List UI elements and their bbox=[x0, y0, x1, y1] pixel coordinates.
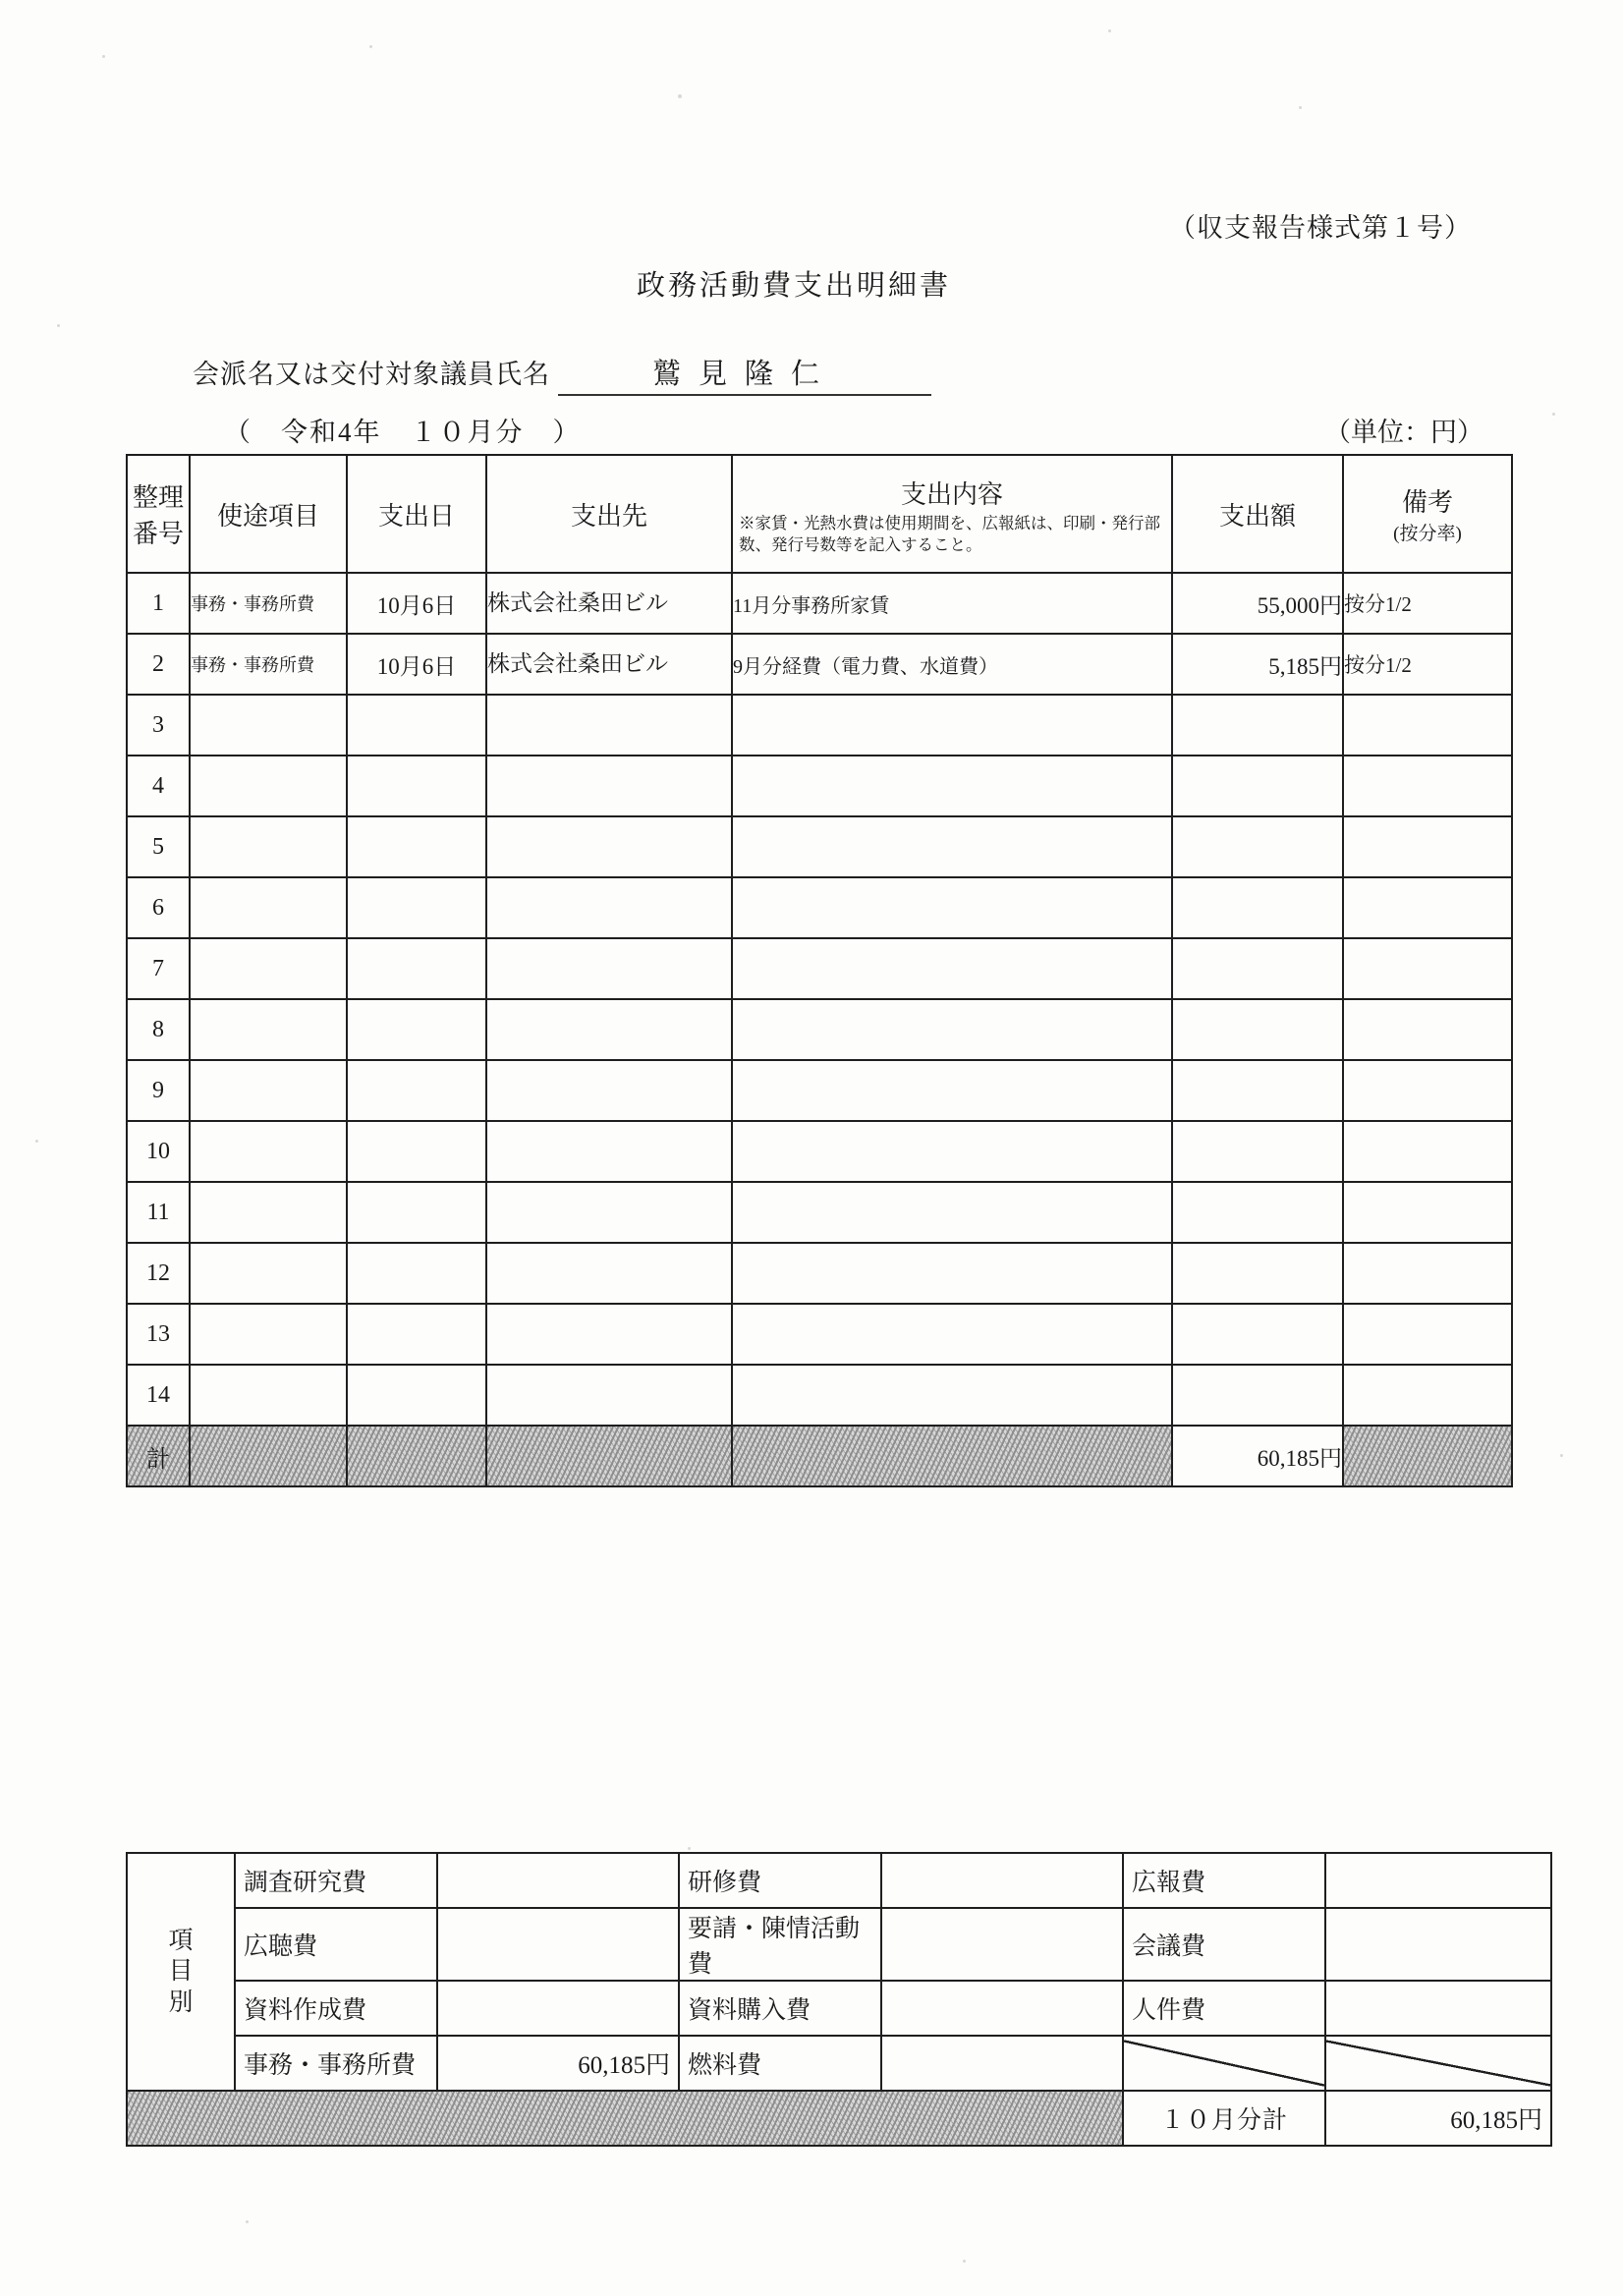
summary-label-materials-purchase: 資料購入費 bbox=[679, 1981, 881, 2036]
table-row bbox=[127, 1121, 1512, 1182]
row-amount: 5,185円 bbox=[1172, 634, 1343, 695]
row-description bbox=[732, 877, 1172, 938]
table-row bbox=[127, 634, 1512, 695]
row-description: 9月分経費（電力費、水道費） bbox=[732, 634, 1172, 695]
total-date-blank bbox=[347, 1426, 486, 1486]
summary-value-fuel bbox=[881, 2036, 1123, 2091]
summary-label-materials-creation: 資料作成費 bbox=[235, 1981, 437, 2036]
row-date bbox=[347, 999, 486, 1060]
summary-label-fuel: 燃料費 bbox=[679, 2036, 881, 2091]
row-no: 11 bbox=[127, 1182, 190, 1243]
row-description bbox=[732, 1365, 1172, 1426]
summary-label-office: 事務・事務所費 bbox=[235, 2036, 437, 2091]
table-header-row bbox=[127, 455, 1512, 573]
table-row bbox=[127, 877, 1512, 938]
column-header-description-note: ※家賃・光熱水費は使用期間を、広報紙は、印刷・発行部数、発行号数等を記入すること。 bbox=[739, 514, 1160, 554]
row-payee bbox=[486, 695, 732, 756]
row-amount bbox=[1172, 695, 1343, 756]
row-payee bbox=[486, 877, 732, 938]
table-row bbox=[127, 756, 1512, 816]
total-item-blank bbox=[190, 1426, 347, 1486]
column-header-no bbox=[127, 455, 190, 573]
row-item bbox=[190, 756, 347, 816]
row-date: 10月6日 bbox=[347, 573, 486, 634]
row-description bbox=[732, 1243, 1172, 1304]
summary-row bbox=[127, 1908, 1551, 1981]
summary-blank-diagonal-1 bbox=[1123, 2036, 1325, 2091]
row-amount bbox=[1172, 1182, 1343, 1243]
row-date bbox=[347, 1121, 486, 1182]
row-remarks bbox=[1343, 1304, 1512, 1365]
row-amount bbox=[1172, 816, 1343, 877]
page-title: 政務活動費支出明細書 bbox=[637, 270, 952, 302]
row-payee bbox=[486, 1060, 732, 1121]
row-no: 2 bbox=[127, 634, 190, 695]
row-no: 4 bbox=[127, 756, 190, 816]
row-item bbox=[190, 695, 347, 756]
row-item bbox=[190, 1365, 347, 1426]
row-item bbox=[190, 999, 347, 1060]
row-description: 11月分事務所家賃 bbox=[732, 573, 1172, 634]
table-row bbox=[127, 1365, 1512, 1426]
summary-value-research bbox=[437, 1853, 679, 1908]
summary-row bbox=[127, 2036, 1551, 2091]
table-row bbox=[127, 1304, 1512, 1365]
column-header-remarks-sub: (按分率) bbox=[1393, 524, 1462, 544]
summary-blank-diagonal-2 bbox=[1325, 2036, 1551, 2091]
row-amount bbox=[1172, 1243, 1343, 1304]
row-no: 6 bbox=[127, 877, 190, 938]
row-date bbox=[347, 1182, 486, 1243]
row-no: 14 bbox=[127, 1365, 190, 1426]
summary-label-petition: 要請・陳情活動費 bbox=[679, 1908, 881, 1981]
column-header-description-title: 支出内容 bbox=[900, 480, 1003, 510]
row-item bbox=[190, 1243, 347, 1304]
total-amount: 60,185円 bbox=[1172, 1426, 1343, 1486]
summary-value-training bbox=[881, 1853, 1123, 1908]
row-no: 3 bbox=[127, 695, 190, 756]
row-payee: 株式会社桑田ビル bbox=[486, 573, 732, 634]
row-item bbox=[190, 877, 347, 938]
row-no: 8 bbox=[127, 999, 190, 1060]
summary-value-petition bbox=[881, 1908, 1123, 1981]
table-row bbox=[127, 816, 1512, 877]
row-description bbox=[732, 999, 1172, 1060]
row-date bbox=[347, 1365, 486, 1426]
row-item bbox=[190, 1121, 347, 1182]
summary-value-office: 60,185円 bbox=[437, 2036, 679, 2091]
total-description-blank bbox=[732, 1426, 1172, 1486]
row-remarks bbox=[1343, 816, 1512, 877]
row-remarks bbox=[1343, 1060, 1512, 1121]
table-row bbox=[127, 999, 1512, 1060]
summary-value-hearing bbox=[437, 1908, 679, 1981]
summary-row bbox=[127, 1981, 1551, 2036]
row-description bbox=[732, 938, 1172, 999]
row-no: 1 bbox=[127, 573, 190, 634]
row-payee bbox=[486, 1121, 732, 1182]
column-header-remarks bbox=[1343, 455, 1512, 573]
summary-value-personnel bbox=[1325, 1981, 1551, 2036]
row-amount: 55,000円 bbox=[1172, 573, 1343, 634]
row-description bbox=[732, 816, 1172, 877]
row-no: 9 bbox=[127, 1060, 190, 1121]
row-payee bbox=[486, 938, 732, 999]
row-no: 12 bbox=[127, 1243, 190, 1304]
row-payee bbox=[486, 1304, 732, 1365]
row-amount bbox=[1172, 1060, 1343, 1121]
row-item bbox=[190, 1182, 347, 1243]
row-date bbox=[347, 756, 486, 816]
total-payee-blank bbox=[486, 1426, 732, 1486]
summary-row bbox=[127, 1853, 1551, 1908]
row-amount bbox=[1172, 938, 1343, 999]
table-row bbox=[127, 1060, 1512, 1121]
summary-value-publicity bbox=[1325, 1853, 1551, 1908]
row-payee bbox=[486, 816, 732, 877]
row-amount bbox=[1172, 1121, 1343, 1182]
summary-grand-row bbox=[127, 2091, 1551, 2146]
table-total-row bbox=[127, 1426, 1512, 1486]
row-date bbox=[347, 938, 486, 999]
unit-label: （単位：円） bbox=[1324, 418, 1483, 447]
total-label: 計 bbox=[127, 1426, 190, 1486]
category-summary-table bbox=[126, 1852, 1552, 2147]
row-remarks bbox=[1343, 756, 1512, 816]
row-no: 13 bbox=[127, 1304, 190, 1365]
summary-label-hearing: 広聴費 bbox=[235, 1908, 437, 1981]
row-remarks bbox=[1343, 999, 1512, 1060]
row-remarks bbox=[1343, 1365, 1512, 1426]
table-row bbox=[127, 938, 1512, 999]
row-date bbox=[347, 1304, 486, 1365]
row-remarks bbox=[1343, 877, 1512, 938]
grand-total-label: １０月分計 bbox=[1123, 2091, 1325, 2146]
summary-label-meeting: 会議費 bbox=[1123, 1908, 1325, 1981]
table-row bbox=[127, 573, 1512, 634]
row-description bbox=[732, 756, 1172, 816]
form-number: （収支報告様式第１号） bbox=[1169, 213, 1472, 243]
row-remarks: 按分1/2 bbox=[1343, 634, 1512, 695]
row-remarks bbox=[1343, 1243, 1512, 1304]
column-header-date: 支出日 bbox=[347, 455, 486, 573]
summary-label-publicity: 広報費 bbox=[1123, 1853, 1325, 1908]
row-no: 7 bbox=[127, 938, 190, 999]
row-no: 5 bbox=[127, 816, 190, 877]
table-row bbox=[127, 1243, 1512, 1304]
total-remarks-blank bbox=[1343, 1426, 1512, 1486]
grand-total-value: 60,185円 bbox=[1325, 2091, 1551, 2146]
period-label: （ 令和4年 １０月分 ） bbox=[224, 418, 582, 447]
row-payee: 株式会社桑田ビル bbox=[486, 634, 732, 695]
table-row bbox=[127, 1182, 1512, 1243]
grand-total-hatch bbox=[127, 2091, 1123, 2146]
summary-side-label: 項 目 別 bbox=[127, 1853, 235, 2091]
column-header-description bbox=[732, 455, 1172, 573]
summary-label-personnel: 人件費 bbox=[1123, 1981, 1325, 2036]
summary-value-materials-purchase bbox=[881, 1981, 1123, 2036]
row-description bbox=[732, 1121, 1172, 1182]
row-amount bbox=[1172, 1304, 1343, 1365]
expense-detail-table bbox=[126, 454, 1513, 1487]
row-amount bbox=[1172, 999, 1343, 1060]
row-description bbox=[732, 1182, 1172, 1243]
row-date bbox=[347, 816, 486, 877]
member-name-label: 会派名又は交付対象議員氏名 bbox=[193, 360, 550, 389]
row-date: 10月6日 bbox=[347, 634, 486, 695]
row-description bbox=[732, 695, 1172, 756]
row-remarks: 按分1/2 bbox=[1343, 573, 1512, 634]
row-item bbox=[190, 938, 347, 999]
row-remarks bbox=[1343, 1121, 1512, 1182]
column-header-no-line2: 番号 bbox=[132, 520, 184, 548]
summary-label-research: 調査研究費 bbox=[235, 1853, 437, 1908]
row-description bbox=[732, 1304, 1172, 1365]
row-payee bbox=[486, 1182, 732, 1243]
row-amount bbox=[1172, 877, 1343, 938]
row-date bbox=[347, 1243, 486, 1304]
column-header-item: 使途項目 bbox=[190, 455, 347, 573]
row-description bbox=[732, 1060, 1172, 1121]
row-remarks bbox=[1343, 1182, 1512, 1243]
column-header-remarks-label: 備考 bbox=[1401, 488, 1453, 517]
row-payee bbox=[486, 756, 732, 816]
member-name-row bbox=[193, 352, 931, 396]
row-date bbox=[347, 877, 486, 938]
summary-label-training: 研修費 bbox=[679, 1853, 881, 1908]
summary-value-materials-creation bbox=[437, 1981, 679, 2036]
column-header-no-line1: 整理 bbox=[132, 483, 184, 512]
table-row bbox=[127, 695, 1512, 756]
member-name-value: 鷲見隆仁 bbox=[558, 352, 931, 396]
row-date bbox=[347, 1060, 486, 1121]
row-date bbox=[347, 695, 486, 756]
row-remarks bbox=[1343, 938, 1512, 999]
row-item bbox=[190, 816, 347, 877]
row-payee bbox=[486, 1243, 732, 1304]
summary-value-meeting bbox=[1325, 1908, 1551, 1981]
row-item: 事務・事務所費 bbox=[190, 573, 347, 634]
column-header-payee: 支出先 bbox=[486, 455, 732, 573]
row-no: 10 bbox=[127, 1121, 190, 1182]
row-remarks bbox=[1343, 695, 1512, 756]
row-item bbox=[190, 1060, 347, 1121]
row-item bbox=[190, 1304, 347, 1365]
row-payee bbox=[486, 999, 732, 1060]
column-header-amount: 支出額 bbox=[1172, 455, 1343, 573]
row-item: 事務・事務所費 bbox=[190, 634, 347, 695]
row-amount bbox=[1172, 1365, 1343, 1426]
row-amount bbox=[1172, 756, 1343, 816]
row-payee bbox=[486, 1365, 732, 1426]
